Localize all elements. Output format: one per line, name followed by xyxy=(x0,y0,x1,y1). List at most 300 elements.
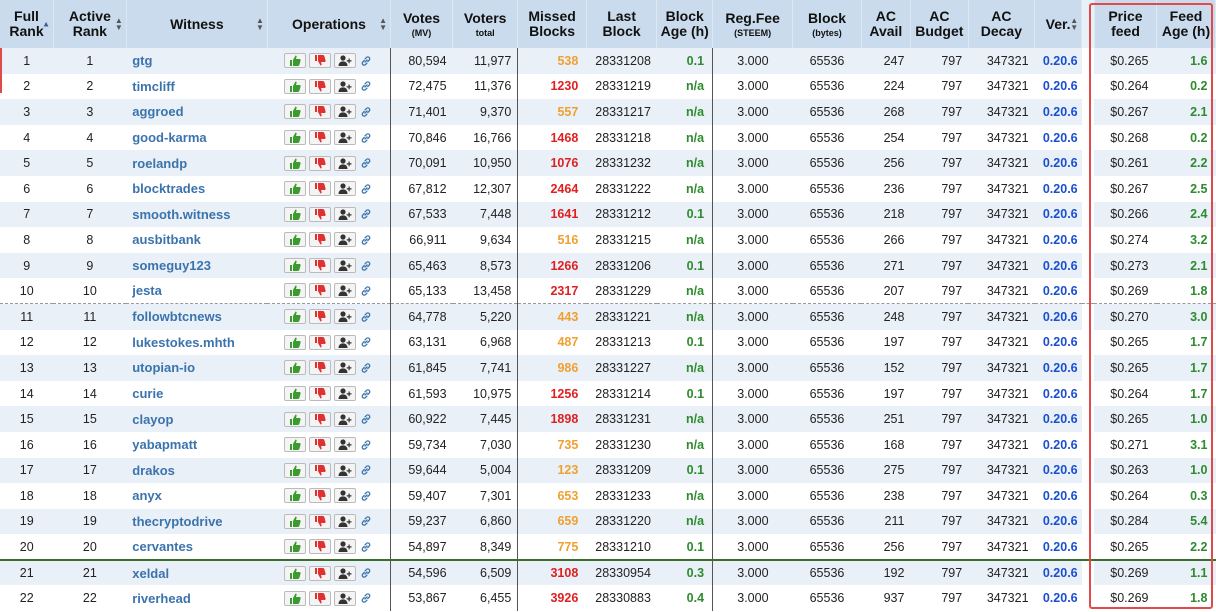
cell-reg-fee: 3.000 xyxy=(713,355,793,381)
witness-url-link[interactable] xyxy=(359,284,373,298)
cell-last-block: 28331208 xyxy=(586,48,657,74)
cell-feed-age: 3.0 xyxy=(1157,304,1216,330)
vote-up-button[interactable] xyxy=(284,514,306,529)
cell-reg-fee: 3.000 xyxy=(713,406,793,432)
add-proxy-button[interactable] xyxy=(334,591,356,606)
add-proxy-button[interactable] xyxy=(334,309,356,324)
cell-active-rank: 11 xyxy=(53,304,126,330)
cell-voters: 13,458 xyxy=(453,278,518,304)
cell-feed-age: 2.1 xyxy=(1157,99,1216,125)
add-proxy-button[interactable] xyxy=(334,181,356,196)
thumbs-down-icon xyxy=(314,158,326,169)
header-ac-budget[interactable] xyxy=(910,0,968,48)
vote-down-button[interactable] xyxy=(309,309,331,324)
vote-down-button[interactable] xyxy=(309,335,331,350)
cell-missed-blocks: 538 xyxy=(518,48,586,74)
cell-block-age: 0.3 xyxy=(657,560,713,586)
cell-ac-decay: 347321 xyxy=(968,381,1034,407)
thumbs-down-icon xyxy=(314,541,326,552)
header-votes[interactable] xyxy=(391,0,453,48)
cell-full-rank: 20 xyxy=(0,534,53,560)
thumbs-down-icon xyxy=(314,490,326,501)
cell-last-block: 28331227 xyxy=(586,355,657,381)
add-proxy-button[interactable] xyxy=(334,335,356,350)
table-row xyxy=(0,458,1216,484)
operations-group xyxy=(270,79,387,94)
vote-up-button[interactable] xyxy=(284,207,306,222)
vote-down-button[interactable] xyxy=(309,53,331,68)
header-voters[interactable] xyxy=(453,0,518,48)
vote-up-button[interactable] xyxy=(284,386,306,401)
witness-url-link[interactable] xyxy=(359,489,373,503)
vote-up-button[interactable] xyxy=(284,309,306,324)
vote-up-button[interactable] xyxy=(284,283,306,298)
cell-feed-age: 1.8 xyxy=(1157,585,1216,611)
operations-group xyxy=(270,566,387,581)
cell-missed-blocks: 1641 xyxy=(518,202,586,228)
vote-up-button[interactable] xyxy=(284,335,306,350)
thumbs-up-icon xyxy=(289,439,301,450)
witness-url-link[interactable] xyxy=(359,412,373,426)
cell-last-block: 28331233 xyxy=(586,483,657,509)
witness-link[interactable]: timcliff xyxy=(126,74,267,100)
add-user-icon xyxy=(338,260,352,271)
witness-url-link[interactable] xyxy=(359,54,373,68)
add-user-icon xyxy=(338,81,352,92)
table-row xyxy=(0,304,1216,330)
vote-up-button[interactable] xyxy=(284,79,306,94)
vote-up-button[interactable] xyxy=(284,156,306,171)
cell-spacer xyxy=(1082,560,1095,586)
cell-active-rank: 19 xyxy=(53,509,126,535)
thumbs-down-icon xyxy=(314,362,326,373)
thumbs-down-icon xyxy=(314,414,326,425)
table-row xyxy=(0,278,1216,304)
cell-spacer xyxy=(1082,483,1095,509)
cell-ac-decay: 347321 xyxy=(968,48,1034,74)
link-icon xyxy=(360,157,372,169)
add-proxy-button[interactable] xyxy=(334,130,356,145)
table-row xyxy=(0,74,1216,100)
cell-reg-fee: 3.000 xyxy=(713,227,793,253)
cell-last-block: 28331221 xyxy=(586,304,657,330)
add-proxy-button[interactable] xyxy=(334,104,356,119)
cell-voters: 8,573 xyxy=(453,253,518,279)
operations-group xyxy=(270,104,387,119)
cell-ac-decay: 347321 xyxy=(968,585,1034,611)
witness-url-link[interactable] xyxy=(359,105,373,119)
link-icon xyxy=(360,439,372,451)
cell-ac-avail: 268 xyxy=(861,99,910,125)
cell-reg-fee: 3.000 xyxy=(713,278,793,304)
cell-full-rank: 18 xyxy=(0,483,53,509)
cell-feed-age: 0.2 xyxy=(1157,74,1216,100)
thumbs-down-icon xyxy=(314,311,326,322)
thumbs-down-icon xyxy=(314,568,326,579)
witness-link[interactable]: ausbitbank xyxy=(126,227,267,253)
add-proxy-button[interactable] xyxy=(334,566,356,581)
witness-link[interactable]: yabapmatt xyxy=(126,432,267,458)
witness-link[interactable]: curie xyxy=(126,381,267,407)
vote-down-button[interactable] xyxy=(309,104,331,119)
witness-url-link[interactable] xyxy=(359,156,373,170)
vote-down-button[interactable] xyxy=(309,437,331,452)
witness-url-link[interactable] xyxy=(359,591,373,605)
cell-feed-age: 3.2 xyxy=(1157,227,1216,253)
cell-block-size: 65536 xyxy=(793,406,861,432)
thumbs-down-icon xyxy=(314,260,326,271)
add-user-icon xyxy=(338,183,352,194)
header-feed-age[interactable] xyxy=(1157,0,1216,48)
header-ac-avail[interactable] xyxy=(861,0,910,48)
cell-ac-budget: 797 xyxy=(910,227,968,253)
cell-last-block: 28331222 xyxy=(586,176,657,202)
cell-spacer xyxy=(1082,406,1095,432)
cell-block-age: n/a xyxy=(657,150,713,176)
witness-link[interactable]: clayop xyxy=(126,406,267,432)
link-icon xyxy=(360,336,372,348)
add-proxy-button[interactable] xyxy=(334,412,356,427)
add-user-icon xyxy=(338,541,352,552)
cell-version: 0.20.6 xyxy=(1035,432,1082,458)
thumbs-up-icon xyxy=(289,106,301,117)
vote-down-button[interactable] xyxy=(309,412,331,427)
cell-price-feed: $0.265 xyxy=(1094,406,1156,432)
add-proxy-button[interactable] xyxy=(334,207,356,222)
operations-group xyxy=(270,207,387,222)
cell-last-block: 28331220 xyxy=(586,509,657,535)
vote-down-button[interactable] xyxy=(309,360,331,375)
table-row xyxy=(0,227,1216,253)
add-user-icon xyxy=(338,516,352,527)
header-operations[interactable] xyxy=(267,0,390,48)
cell-votes: 72,475 xyxy=(391,74,453,100)
vote-up-button[interactable] xyxy=(284,258,306,273)
cell-version: 0.20.6 xyxy=(1035,125,1082,151)
cell-block-age: n/a xyxy=(657,355,713,381)
cell-full-rank: 19 xyxy=(0,509,53,535)
add-proxy-button[interactable] xyxy=(334,156,356,171)
vote-down-button[interactable] xyxy=(309,514,331,529)
vote-down-button[interactable] xyxy=(309,232,331,247)
cell-ac-avail: 207 xyxy=(861,278,910,304)
vote-down-button[interactable] xyxy=(309,463,331,478)
add-proxy-button[interactable] xyxy=(334,488,356,503)
add-proxy-button[interactable] xyxy=(334,79,356,94)
link-icon xyxy=(360,541,372,553)
witness-link[interactable]: drakos xyxy=(126,458,267,484)
vote-up-button[interactable] xyxy=(284,104,306,119)
witness-url-link[interactable] xyxy=(359,566,373,580)
cell-ac-decay: 347321 xyxy=(968,406,1034,432)
cell-missed-blocks: 1256 xyxy=(518,381,586,407)
thumbs-up-icon xyxy=(289,568,301,579)
witness-link[interactable]: riverhead xyxy=(126,585,267,611)
vote-down-button[interactable] xyxy=(309,79,331,94)
add-proxy-button[interactable] xyxy=(334,463,356,478)
cell-operations xyxy=(267,355,390,381)
thumbs-down-icon xyxy=(314,439,326,450)
vote-up-button[interactable] xyxy=(284,130,306,145)
add-proxy-button[interactable] xyxy=(334,437,356,452)
cell-full-rank: 3 xyxy=(0,99,53,125)
cell-feed-age: 1.7 xyxy=(1157,381,1216,407)
witness-link[interactable]: anyx xyxy=(126,483,267,509)
witness-url-link[interactable] xyxy=(359,463,373,477)
cell-block-size: 65536 xyxy=(793,483,861,509)
vote-up-button[interactable] xyxy=(284,181,306,196)
add-user-icon xyxy=(338,568,352,579)
cell-ac-avail: 192 xyxy=(861,560,910,586)
witness-url-link[interactable] xyxy=(359,514,373,528)
header-ac-decay[interactable] xyxy=(968,0,1034,48)
header-active-rank-label: Active Rank xyxy=(68,8,111,39)
left-edge-marker xyxy=(0,48,2,93)
thumbs-down-icon xyxy=(314,209,326,220)
cell-block-age: 0.4 xyxy=(657,585,713,611)
cell-ac-decay: 347321 xyxy=(968,176,1034,202)
add-proxy-button[interactable] xyxy=(334,514,356,529)
cell-votes: 53,867 xyxy=(391,585,453,611)
vote-up-button[interactable] xyxy=(284,53,306,68)
header-version-label: Ver. xyxy=(1045,15,1071,32)
thumbs-down-icon xyxy=(314,465,326,476)
thumbs-up-icon xyxy=(289,414,301,425)
vote-down-button[interactable] xyxy=(309,156,331,171)
cell-votes: 65,133 xyxy=(391,278,453,304)
cell-ac-budget: 797 xyxy=(910,150,968,176)
cell-feed-age: 1.6 xyxy=(1157,48,1216,74)
header-operations-label: Operations xyxy=(292,15,366,32)
operations-group xyxy=(270,488,387,503)
cell-spacer xyxy=(1082,534,1095,560)
header-full-rank[interactable] xyxy=(0,0,53,48)
cell-version: 0.20.6 xyxy=(1035,330,1082,356)
witness-link[interactable]: blocktrades xyxy=(126,176,267,202)
cell-missed-blocks: 2464 xyxy=(518,176,586,202)
vote-down-button[interactable] xyxy=(309,258,331,273)
header-last-block[interactable] xyxy=(586,0,657,48)
witness-link[interactable]: thecryptodrive xyxy=(126,509,267,535)
cell-active-rank: 14 xyxy=(53,381,126,407)
witness-url-link[interactable] xyxy=(359,79,373,93)
add-user-icon xyxy=(338,209,352,220)
vote-up-button[interactable] xyxy=(284,232,306,247)
cell-version: 0.20.6 xyxy=(1035,227,1082,253)
header-active-rank[interactable] xyxy=(53,0,126,48)
witness-url-link[interactable] xyxy=(359,207,373,221)
cell-votes: 59,407 xyxy=(391,483,453,509)
witness-url-link[interactable] xyxy=(359,131,373,145)
cell-ac-budget: 797 xyxy=(910,355,968,381)
operations-group xyxy=(270,232,387,247)
cell-full-rank: 7 xyxy=(0,202,53,228)
cell-feed-age: 1.7 xyxy=(1157,355,1216,381)
thumbs-up-icon xyxy=(289,337,301,348)
add-proxy-button[interactable] xyxy=(334,258,356,273)
header-missed-blocks[interactable] xyxy=(518,0,586,48)
thumbs-up-icon xyxy=(289,541,301,552)
cell-voters: 7,741 xyxy=(453,355,518,381)
cell-spacer xyxy=(1082,99,1095,125)
vote-up-button[interactable] xyxy=(284,488,306,503)
witness-link[interactable]: followbtcnews xyxy=(126,304,267,330)
add-proxy-button[interactable] xyxy=(334,283,356,298)
link-icon xyxy=(360,132,372,144)
witness-url-link[interactable] xyxy=(359,361,373,375)
header-ac-budget-label: AC Budget xyxy=(915,8,964,39)
header-reg-fee[interactable] xyxy=(713,0,793,48)
witness-link[interactable]: good-karma xyxy=(126,125,267,151)
cell-ac-budget: 797 xyxy=(910,406,968,432)
cell-ac-avail: 224 xyxy=(861,74,910,100)
cell-ac-avail: 937 xyxy=(861,585,910,611)
cell-reg-fee: 3.000 xyxy=(713,458,793,484)
vote-up-button[interactable] xyxy=(284,412,306,427)
vote-up-button[interactable] xyxy=(284,566,306,581)
vote-up-button[interactable] xyxy=(284,360,306,375)
vote-up-button[interactable] xyxy=(284,437,306,452)
cell-reg-fee: 3.000 xyxy=(713,125,793,151)
cell-ac-budget: 797 xyxy=(910,99,968,125)
vote-down-button[interactable] xyxy=(309,207,331,222)
cell-voters: 5,004 xyxy=(453,458,518,484)
table-row xyxy=(0,150,1216,176)
witness-url-link[interactable] xyxy=(359,540,373,554)
witness-link[interactable]: utopian-io xyxy=(126,355,267,381)
cell-ac-decay: 347321 xyxy=(968,483,1034,509)
cell-version: 0.20.6 xyxy=(1035,381,1082,407)
witness-link[interactable]: roelandp xyxy=(126,150,267,176)
header-missed-label: Missed Blocks xyxy=(528,8,576,39)
witness-url-link[interactable] xyxy=(359,182,373,196)
vote-up-button[interactable] xyxy=(284,463,306,478)
cell-feed-age: 2.2 xyxy=(1157,150,1216,176)
thumbs-up-icon xyxy=(289,516,301,527)
cell-ac-avail: 152 xyxy=(861,355,910,381)
add-proxy-button[interactable] xyxy=(334,360,356,375)
add-user-icon xyxy=(338,439,352,450)
cell-active-rank: 20 xyxy=(53,534,126,560)
witness-link[interactable]: lukestokes.mhth xyxy=(126,330,267,356)
cell-feed-age: 0.3 xyxy=(1157,483,1216,509)
thumbs-down-icon xyxy=(314,234,326,245)
vote-down-button[interactable] xyxy=(309,181,331,196)
link-icon xyxy=(360,464,372,476)
header-price-feed[interactable] xyxy=(1094,0,1156,48)
thumbs-down-icon xyxy=(314,106,326,117)
header-version[interactable] xyxy=(1035,0,1082,48)
cell-reg-fee: 3.000 xyxy=(713,304,793,330)
witness-link[interactable]: xeldal xyxy=(126,560,267,586)
cell-price-feed: $0.269 xyxy=(1094,560,1156,586)
cell-feed-age: 2.5 xyxy=(1157,176,1216,202)
witness-link[interactable]: someguy123 xyxy=(126,253,267,279)
vote-down-button[interactable] xyxy=(309,488,331,503)
cell-missed-blocks: 1898 xyxy=(518,406,586,432)
cell-version: 0.20.6 xyxy=(1035,406,1082,432)
cell-feed-age: 1.0 xyxy=(1157,406,1216,432)
witness-link[interactable]: aggroed xyxy=(126,99,267,125)
witness-link[interactable]: jesta xyxy=(126,278,267,304)
thumbs-up-icon xyxy=(289,55,301,66)
operations-group xyxy=(270,463,387,478)
header-block-age[interactable] xyxy=(657,0,713,48)
witness-url-link[interactable] xyxy=(359,335,373,349)
add-proxy-button[interactable] xyxy=(334,232,356,247)
witness-url-link[interactable] xyxy=(359,259,373,273)
cell-version: 0.20.6 xyxy=(1035,304,1082,330)
cell-last-block: 28331212 xyxy=(586,202,657,228)
cell-votes: 65,463 xyxy=(391,253,453,279)
cell-block-age: 0.1 xyxy=(657,202,713,228)
vote-down-button[interactable] xyxy=(309,539,331,554)
witness-link[interactable]: smooth.witness xyxy=(126,202,267,228)
witness-url-link[interactable] xyxy=(359,387,373,401)
sort-icon: ▲ ▼ xyxy=(379,16,388,32)
cell-active-rank: 4 xyxy=(53,125,126,151)
vote-down-button[interactable] xyxy=(309,591,331,606)
cell-full-rank: 13 xyxy=(0,355,53,381)
cell-block-size: 65536 xyxy=(793,202,861,228)
header-witness[interactable] xyxy=(126,0,267,48)
cell-missed-blocks: 659 xyxy=(518,509,586,535)
witness-url-link[interactable] xyxy=(359,438,373,452)
cell-spacer xyxy=(1082,509,1095,535)
cell-ac-avail: 211 xyxy=(861,509,910,535)
cell-version: 0.20.6 xyxy=(1035,509,1082,535)
cell-voters: 6,860 xyxy=(453,509,518,535)
vote-down-button[interactable] xyxy=(309,130,331,145)
cell-votes: 71,401 xyxy=(391,99,453,125)
vote-up-button[interactable] xyxy=(284,591,306,606)
cell-last-block: 28331219 xyxy=(586,74,657,100)
cell-ac-avail: 251 xyxy=(861,406,910,432)
cell-operations xyxy=(267,483,390,509)
header-ac-avail-label: AC Avail xyxy=(869,8,903,39)
thumbs-down-icon xyxy=(314,183,326,194)
cell-votes: 66,911 xyxy=(391,227,453,253)
cell-feed-age: 2.1 xyxy=(1157,253,1216,279)
cell-last-block: 28331209 xyxy=(586,458,657,484)
cell-version: 0.20.6 xyxy=(1035,534,1082,560)
cell-ac-budget: 797 xyxy=(910,458,968,484)
cell-block-size: 65536 xyxy=(793,534,861,560)
add-proxy-button[interactable] xyxy=(334,539,356,554)
operations-group xyxy=(270,591,387,606)
thumbs-up-icon xyxy=(289,183,301,194)
cell-votes: 67,533 xyxy=(391,202,453,228)
witness-url-link[interactable] xyxy=(359,310,373,324)
vote-up-button[interactable] xyxy=(284,539,306,554)
cell-last-block: 28330883 xyxy=(586,585,657,611)
witness-url-link[interactable] xyxy=(359,233,373,247)
header-ac-decay-label: AC Decay xyxy=(980,8,1023,39)
header-block-size[interactable] xyxy=(793,0,861,48)
cell-block-age: n/a xyxy=(657,509,713,535)
vote-down-button[interactable] xyxy=(309,566,331,581)
header-block-size-unit: (bytes) xyxy=(812,27,842,38)
add-proxy-button[interactable] xyxy=(334,386,356,401)
witness-link[interactable]: gtg xyxy=(126,48,267,74)
thumbs-up-icon xyxy=(289,158,301,169)
add-proxy-button[interactable] xyxy=(334,53,356,68)
cell-ac-decay: 347321 xyxy=(968,253,1034,279)
cell-spacer xyxy=(1082,227,1095,253)
witness-link[interactable]: cervantes xyxy=(126,534,267,560)
vote-down-button[interactable] xyxy=(309,283,331,298)
vote-down-button[interactable] xyxy=(309,386,331,401)
